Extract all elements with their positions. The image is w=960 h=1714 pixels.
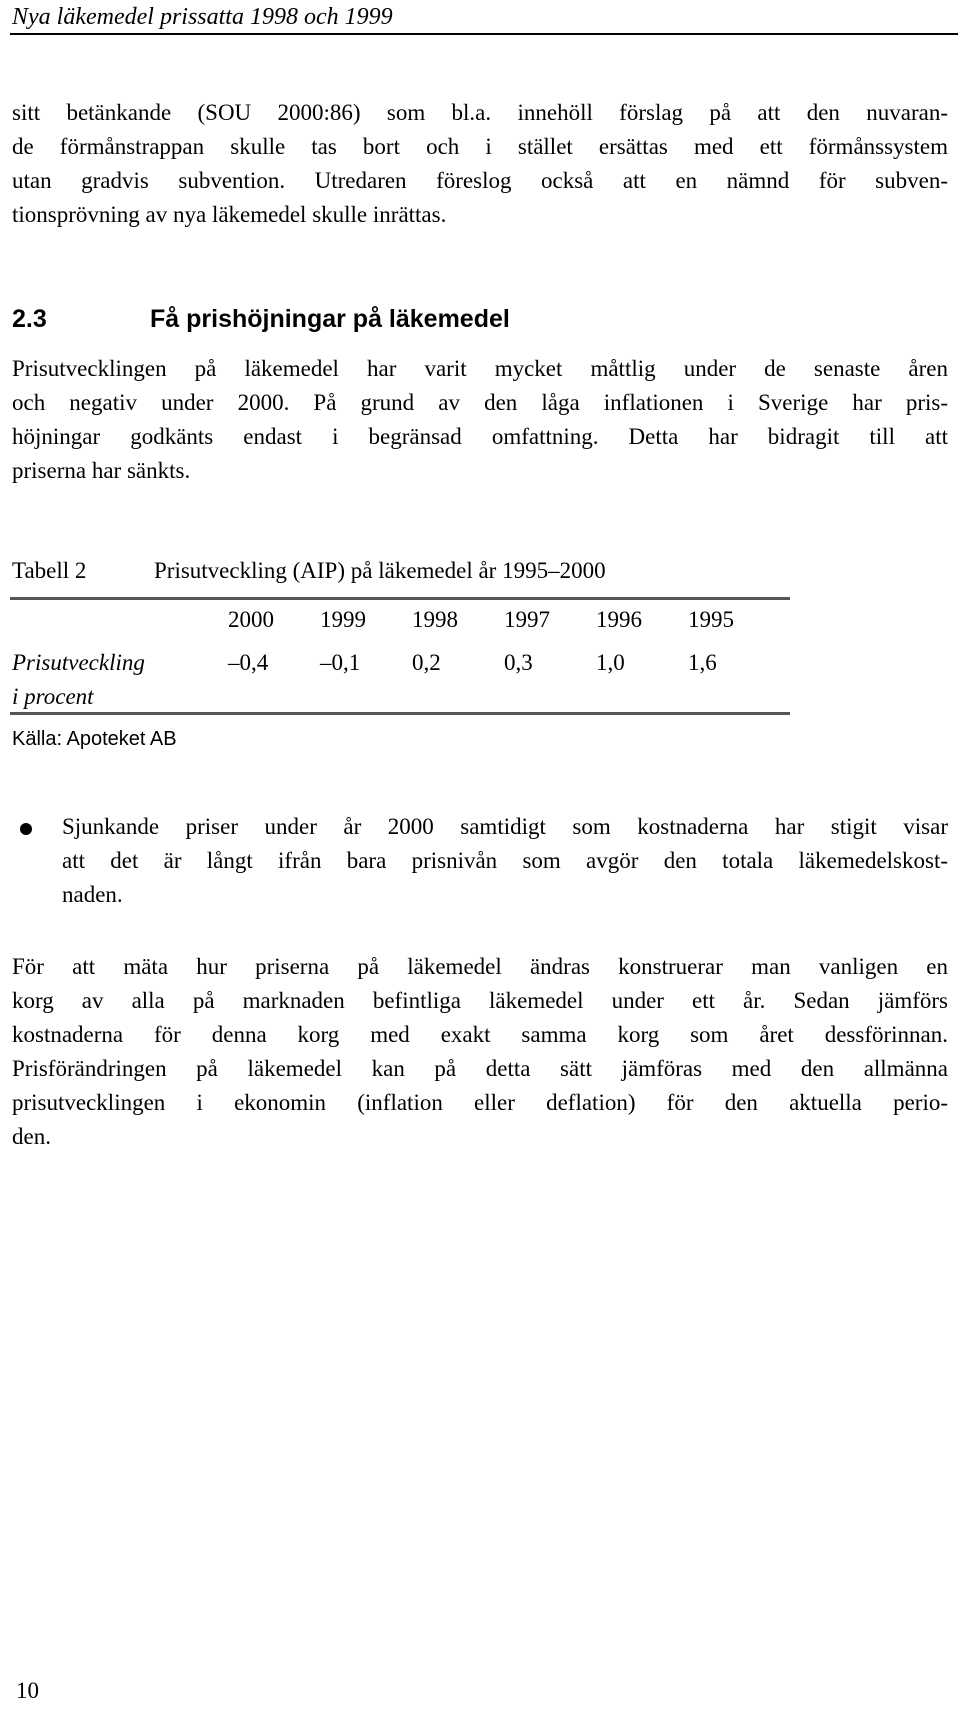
row-label-line-1: Prisutveckling	[12, 650, 145, 675]
table-value-2000: –0,4	[228, 650, 269, 675]
intro-line-4: tionsprövning av nya läkemedel skulle inrättas.	[12, 202, 447, 227]
intro-line-2: de förmånstrappan skulle tas bort och i stället ersättas med ett förmånssystem	[12, 134, 948, 159]
bullet-line-2: att det är långt ifrån bara prisnivån som avgör den totala läkemedelskost-	[62, 848, 948, 873]
bullet-line-1: Sjunkande priser under år 2000 samtidigt som kostnaderna har stigit visar	[62, 814, 948, 839]
table-label: Tabell 2	[12, 558, 87, 583]
table-header-1995: 1995	[688, 607, 734, 632]
row-label-line-2: i procent	[12, 684, 94, 709]
section-heading	[12, 302, 510, 336]
final-paragraph	[12, 950, 948, 1154]
final-line-3: kostnaderna för denna korg med exakt samma korg som året dessförinnan.	[12, 1022, 948, 1047]
table-header-1998: 1998	[412, 607, 458, 632]
bullet-dot-icon	[20, 823, 32, 835]
final-line-6: den.	[12, 1124, 51, 1149]
table-value-1997: 0,3	[504, 650, 533, 675]
table-bottom-rule	[10, 712, 790, 715]
table-value-1995: 1,6	[688, 650, 717, 675]
section-title: Få prishöjningar på läkemedel	[150, 305, 510, 333]
page-number: 10	[16, 1678, 39, 1703]
section-paragraph	[12, 352, 948, 488]
header-divider	[10, 33, 958, 35]
section-line-1: Prisutvecklingen på läkemedel har varit mycket måttlig under de senaste åren	[12, 356, 948, 381]
table-row-label	[12, 646, 145, 714]
table-title: Prisutveckling (AIP) på läkemedel år 1995–2000	[154, 558, 606, 583]
table-header-1997: 1997	[504, 607, 550, 632]
table-header-1999: 1999	[320, 607, 366, 632]
final-line-1: För att mäta hur priserna på läkemedel ändras konstruerar man vanligen en	[12, 954, 948, 979]
section-number: 2.3	[12, 305, 47, 333]
intro-line-3: utan gradvis subvention. Utredaren föreslog också att en nämnd för subven-	[12, 168, 948, 193]
bullet-text	[62, 810, 948, 912]
section-line-2: och negativ under 2000. På grund av den låga inflationen i Sverige har pris-	[12, 390, 948, 415]
table-value-1998: 0,2	[412, 650, 441, 675]
final-line-2: korg av alla på marknaden befintliga läkemedel under ett år. Sedan jämförs	[12, 988, 948, 1013]
table-source: Källa: Apoteket AB	[12, 728, 177, 750]
final-line-4: Prisförändringen på läkemedel kan på detta sätt jämföras med den allmänna	[12, 1056, 948, 1081]
bullet-line-3: naden.	[62, 882, 123, 907]
table-header-2000: 2000	[228, 607, 274, 632]
final-line-5: prisutvecklingen i ekonomin (inflation eller deflation) för den aktuella perio-	[12, 1090, 948, 1115]
table-caption	[12, 554, 606, 588]
table-top-rule	[10, 597, 790, 600]
table-value-1999: –0,1	[320, 650, 361, 675]
running-header-title: Nya läkemedel prissatta 1998 och 1999	[12, 4, 393, 30]
intro-paragraph	[12, 96, 948, 232]
table-value-1996: 1,0	[596, 650, 625, 675]
intro-line-1: sitt betänkande (SOU 2000:86) som bl.a. innehöll förslag på att den nuvaran-	[12, 100, 948, 125]
section-line-4: priserna har sänkts.	[12, 458, 191, 483]
section-line-3: höjningar godkänts endast i begränsad omfattning. Detta har bidragit till att	[12, 424, 948, 449]
table-header-1996: 1996	[596, 607, 642, 632]
